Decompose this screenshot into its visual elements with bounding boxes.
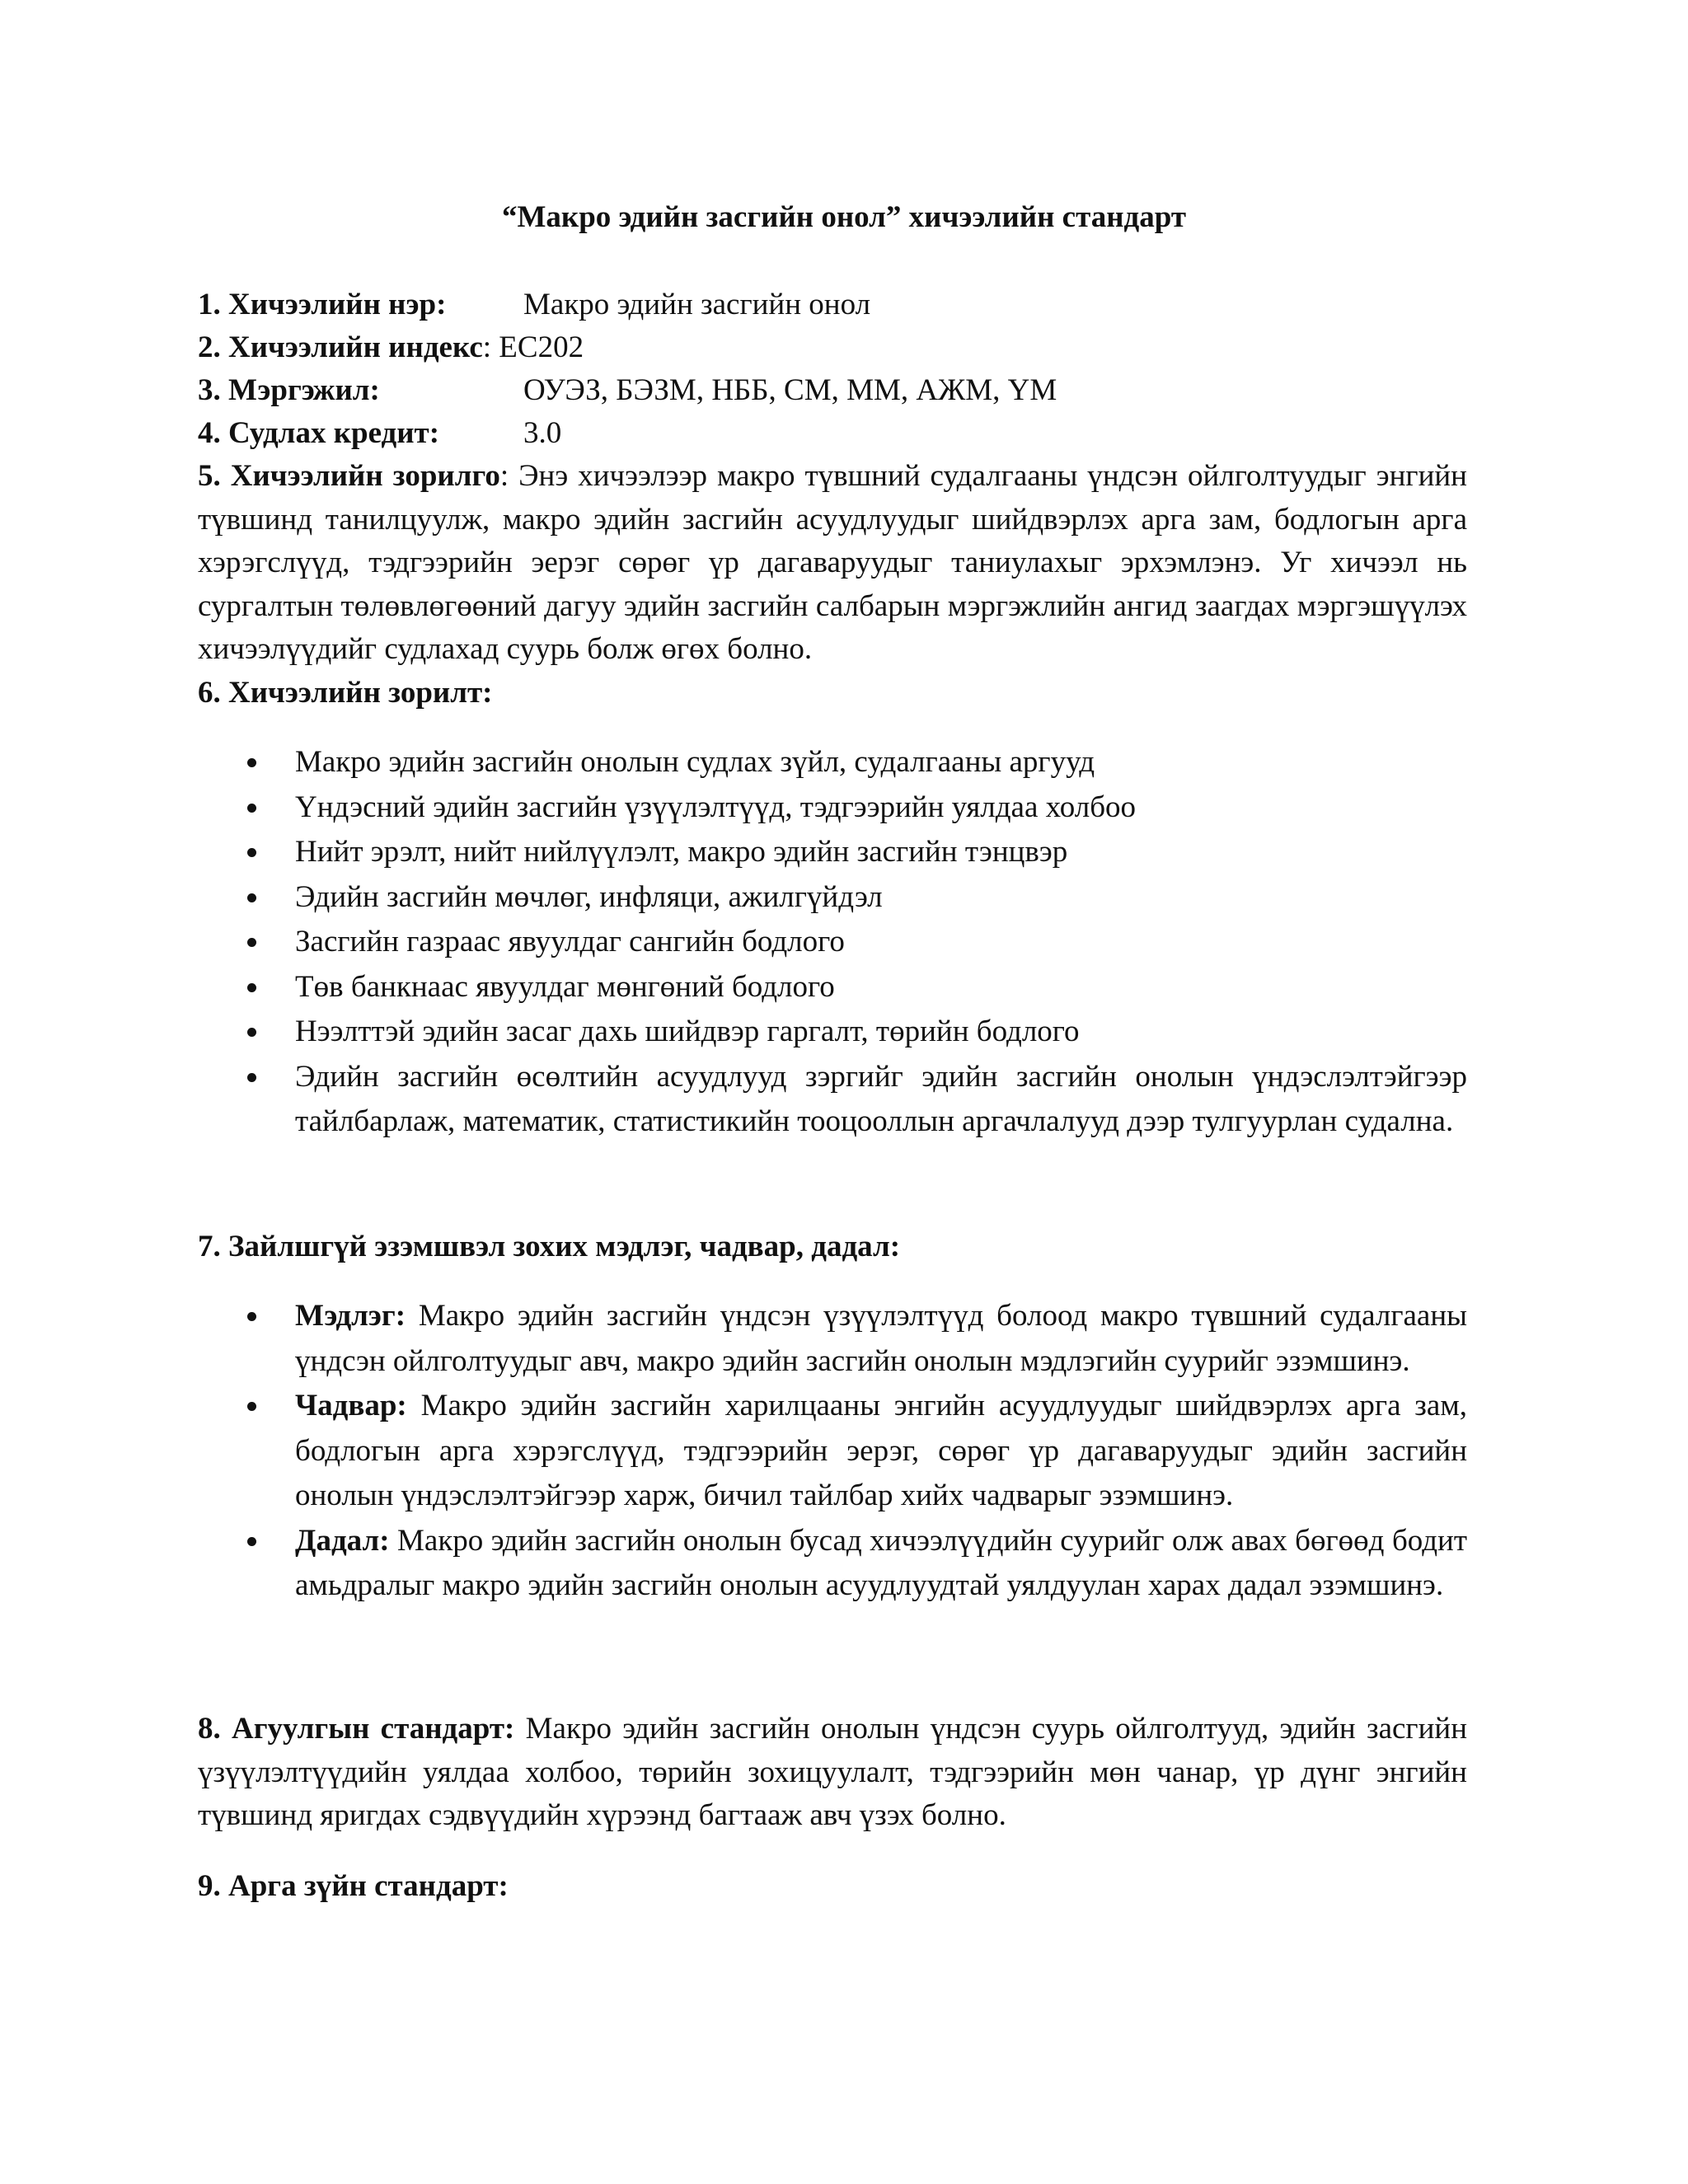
field-label: 2. Хичээлийн индекс	[198, 330, 483, 364]
document-title: “Макро эдийн засгийн онол” хичээлийн стандарт	[501, 200, 1186, 234]
list-item: Нийт эрэлт, нийт нийлүүлэлт, макро эдийн засгийн тэнцвэр	[0, 830, 1467, 875]
list-item: Засгийн газраас явуулдаг сангийн бодлого	[0, 920, 1467, 965]
list-item: Чадвар: Макро эдийн засгийн харилцааны энгийн асуудлуудыг шийдвэрлэх арга зам, бодлогын арга хэрэгслүүд, тэдгээрийн эерэг, сөрөг үр дагаваруудыг эдийн засгийн онолын үндэслэлтэйгээр харж, бичил тайлбар хийх чадварыг эзэмшинэ.	[0, 1384, 1467, 1519]
section-8-text: Макро эдийн засгийн онолын үндсэн суурь ойлголтууд, эдийн засгийн үзүүлэлтүүдийн уялдаа холбоо, төрийн зохицуулалт, тэдгээрийн мөн чанар, үр дүнг энгийн түвшинд яригдах сэдвүүдийн хүрээнд багтааж авч үзэх болно.	[198, 1712, 1467, 1832]
list-item: Үндэсний эдийн засгийн үзүүлэлтүүд, тэдгээрийн уялдаа холбоо	[0, 785, 1467, 831]
list-item: Төв банкнаас явуулдаг мөнгөний бодлого	[0, 965, 1467, 1010]
field-value: : EC202	[482, 330, 584, 364]
field-course-index	[198, 326, 584, 369]
field-major	[198, 369, 1057, 412]
list-item: Мэдлэг: Макро эдийн засгийн үндсэн үзүүлэлтүүд болоод макро түвшний судалгааны үндсэн ойлголтуудыг авч, макро эдийн засгийн онолын мэдлэгийн суурийг эзэмшинэ.	[0, 1294, 1467, 1384]
section-6-heading: 6. Хичээлийн зорилт:	[198, 676, 493, 710]
bullet-icon	[247, 1073, 256, 1082]
field-course-name	[198, 284, 871, 326]
section-7-list	[0, 1294, 1688, 1609]
bullet-icon	[247, 983, 256, 992]
bullet-icon	[247, 1402, 256, 1411]
bullet-icon	[247, 848, 256, 857]
field-label: 1. Хичээлийн нэр:	[198, 288, 447, 321]
list-item: Эдийн засгийн мөчлөг, инфляци, ажилгүйдэл	[0, 875, 1467, 921]
bullet-icon	[247, 1537, 256, 1546]
bullet-icon	[247, 1028, 256, 1037]
section-8-content-standard	[198, 1708, 1467, 1838]
section-8-label: 8. Агуулгын стандарт:	[198, 1712, 515, 1746]
section-7-heading: 7. Зайлшгүй эзэмшвэл зохих мэдлэг, чадвар, дадал:	[198, 1230, 901, 1263]
list-item: Дадал: Макро эдийн засгийн онолын бусад хичээлүүдийн суурийг олж авах бөгөөд бодит амьдралыг макро эдийн засгийн онолын асуудлуудтай уялдуулан харах дадал эзэмшинэ.	[0, 1519, 1467, 1609]
field-value: ОУЭЗ, БЭЗМ, НББ, СМ, ММ, АЖМ, ҮМ	[523, 373, 1057, 407]
bullet-icon	[247, 938, 256, 947]
bullet-icon	[247, 893, 256, 902]
field-label: 4. Судлах кредит:	[198, 416, 440, 450]
bullet-icon	[247, 804, 256, 813]
list-item: Эдийн засгийн өсөлтийн асуудлууд зэргийг эдийн засгийн онолын үндэслэлтэйгээр тайлбарлаж, математик, статистикийн тооцооллын аргачлалууд дээр тулгуурлан судална.	[0, 1055, 1467, 1145]
bullet-icon	[247, 1312, 256, 1321]
section-6-list	[0, 740, 1688, 1145]
list-item: Макро эдийн засгийн онолын судлах зүйл, судалгааны аргууд	[0, 740, 1467, 785]
field-value: Макро эдийн засгийн онол	[523, 288, 871, 321]
section-5-text: : Энэ хичээлээр макро түвшний судалгааны үндсэн ойлголтуудыг энгийн түвшинд танилцуулж, макро эдийн засгийн асуудлуудыг шийдвэрлэх арга зам, бодлогын арга хэрэгслүүд, тэдгээрийн эерэг сөрөг үр дагаваруудыг таниулахыг эрхэмлэнэ. Уг хичээл нь сургалтын төлөвлөгөөний дагуу эдийн засгийн салбарын мэргэжлийн ангид заагдах мэргэшүүлэх хичээлүүдийг судлахад суурь болж өгөх болно.	[198, 459, 1467, 666]
section-5-label: 5. Хичээлийн зорилго	[198, 459, 500, 493]
bullet-icon	[247, 758, 256, 767]
field-label: 3. Мэргэжил:	[198, 373, 380, 407]
section-9-heading: 9. Арга зүйн стандарт:	[198, 1869, 509, 1903]
field-credit	[198, 412, 562, 455]
list-item: Нээлттэй эдийн засаг дахь шийдвэр гаргалт, төрийн бодлого	[0, 1010, 1467, 1055]
section-5-goal	[198, 455, 1467, 672]
field-value: 3.0	[523, 416, 562, 450]
